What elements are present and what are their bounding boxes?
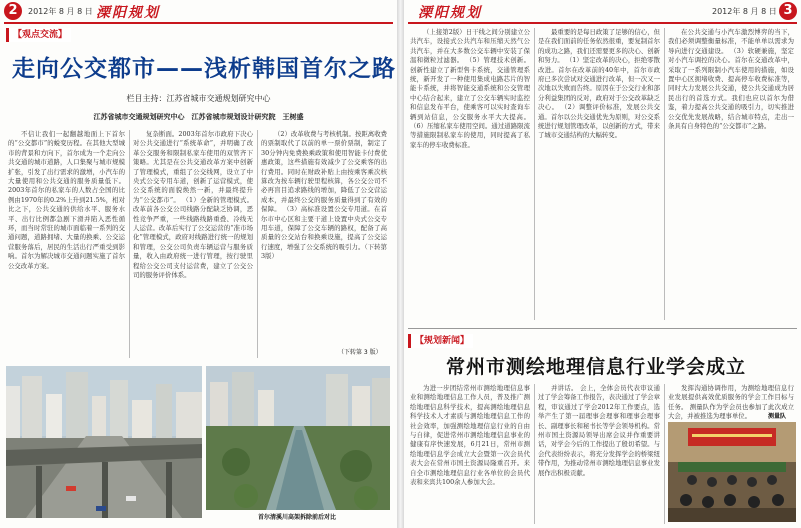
section-tag: 【观点交流】 [6, 28, 71, 42]
column-divider [534, 384, 535, 524]
author-credit: 测量队 [768, 413, 787, 420]
masthead: 溧阳规划 [96, 5, 160, 21]
continued-note: （下转第 3 版） [338, 349, 382, 356]
headline: 走向公交都市——浅析韩国首尔之路 [12, 56, 396, 82]
section-separator [408, 328, 797, 329]
column-divider [534, 28, 535, 320]
header-rule [408, 22, 797, 24]
column-divider [664, 384, 665, 524]
article-column-3: （2）改革收费与考核机制。按距离收费的票制取代了以前的单一票价票制，制定了30分钟内免费换乘政策和使用智能卡付费优惠政策，这些措施有效减少了公交乘客的出行费用。同时在财政补贴上由按乘客乘次核算改为按车辆行驶里程核算，各公交公司不必再盲目追求路线的增加，降低了公交营运成本，并最终公交的服务质量得到了有效的保障。 （3）高标准设置公交专用道。在首尔市中心区和主要干道上设置中央式公交专用车道，保障了公交车辆的路权，配备了高质量的公交站台和换乘设施，提高了公交运行速度，增强了公交系统的吸引力。（下转第3版） [261, 130, 387, 261]
news-column-1: 为进一步团结常州市测绘地理信息事业和测绘地理信息工作人员，普及推广测绘地理信息科学技术，提高测绘地理信息科学技术人才素质与测绘地理信息工作的社会效率，加强测绘地理信息行业的自由与自律，促进常州市测绘地理信息事业的健康有序快速发展，6月21日，常州市测绘地理信息学会成立大会暨第一次会员代表大会在常州市国土资源局隆重召开。来自全市测绘地理信息行业各单位的会员代表和来宾共100余人参加大会。 [410, 384, 530, 487]
news-column-3: 发挥沟通协调作用，为测绘地理信息行业发展提供高效优质服务的学会工作目标与任务。 测量队作为学会员也参加了此次成立大会，并被推选为理事单位。 [668, 384, 794, 421]
section-tag: 【规划新闻】 [408, 334, 473, 348]
left-header [4, 2, 393, 24]
meeting-photo-illustration [668, 422, 796, 522]
highway-photo-illustration [6, 366, 202, 518]
host-line: 栏目主持：江苏省城市交通规划研究中心 [126, 94, 271, 103]
meeting-photo [668, 422, 796, 522]
right-page [404, 0, 801, 528]
stream-photo-illustration [206, 366, 390, 510]
article-column-1: 不信让我们一起翻越地面上下首尔的“公交都市”的蜕变历程。在其他大型城市的背景和方向下，首尔成为一个走向公共交通的城市道路，人口集聚与城市规模扩张，引发了出行需求的激增，小汽车的大量使用和公共交通的服务质量低下。2003年首尔的私家车的人数占全国的比例由1970年的0.2%上升到21.5%，相对比之下，公共交通的供给水平、服务水平、出行比例都急剧下滑并陷入恶性循环，而当时常驻的城市面临着一系列的交通问题，道路拥堵、大量的换乘、公交运营服务落后，居民的生活出行严重受到影响。首尔为解决城市交通问题实施了首尔公交改革方案。 [8, 130, 125, 270]
author-line: 江苏省城市交通规划研究中心 江苏省城市规划设计研究院 王树盛 [93, 113, 304, 121]
issue-date: 2012年 8 月 8 日 [28, 7, 93, 16]
page-number-badge: 2 [4, 2, 22, 20]
photo-caption: 首尔清溪川高架拆除前后对比 [258, 514, 337, 521]
article-continued-column-3: 在公共交通与小汽车激烈博弈的当下，我们必须调整衡量标准，不能单单以需求为导向进行交通建设。 （3）软硬兼施，坚定对小汽车调控的决心。首尔在交通改革中，采取了一系列限制小汽车使用的措施，如设置中心区拥堵收费、提高停车收费标准等，同时大力发展公共交通，使公共交通成为居民出行的首选方式。我们也应以首尔为借鉴，着力提高公共交通的吸引力，切实推进公交优先发展战略，结合城市特点，走出一条具有自身特色的“公交都市”之路。 [668, 28, 794, 131]
header-rule [4, 22, 393, 24]
masthead: 溧阳规划 [418, 5, 482, 21]
photo-before [6, 366, 202, 518]
left-page [0, 0, 397, 528]
article-continued-column-2: 最重要的是每日政策了足够的信心，但是在我们面前的任务依然很重，要复制首尔的成功之路，我们还需要更多的决心、创新和努力。 （1）坚定改革的决心，拒绝零散改进。首尔在改革前的40年中，首尔市政府已多次尝试对交通进行改革，但一次又一次地以失败而告终。原因在于公交行业和部分利益集团的反对，政府对于公交改革缺乏决心。 （2）调整评价标准，发展公共交通。首尔以公共交通优先为原则，对公交系统进行规划管理改革，以创新的方式，带来了城市交通结构的大幅转变。 [538, 28, 660, 140]
page-number-badge: 3 [779, 2, 797, 20]
news-headline: 常州市测绘地理信息行业学会成立 [446, 356, 747, 378]
issue-date: 2012年 8 月 8 日 [712, 7, 777, 16]
news-column-2: 并讲话。 会上，全体会员代表审议通过了学会筹备工作报告，表决通过了学会章程，审议通过了学会2012年工作要点，选举产生了第一届理事会理事和理事会理事长、副理事长和秘书长等学会领导机构。常州市国土资源局领导出席会议并作重要讲话，对学会今后的工作提出了殷切希望。与会代表纷纷表示，将充分发挥学会的桥梁纽带作用，为推动常州市测绘地理信息事业发展作出积极贡献。 [538, 384, 660, 477]
article-column-2: 复杂断面。2003年首尔市政府下决心对公共交通进行“系统革命”，并明确了改革公交服务和限制私家车使用的双管齐下策略。尤其是在公共交通改革方案中创新了管理模式，重组了公交线网，设立了中央式公交专用车道，创新了运营模式，使公交系统的面貌焕然一新，并最终提升为“公交都市”。 （1）全新的管理模式。改革前各公交公司线路分配缺乏协调，恶性竞争严重，一些线路线路重叠、冷线无人运营。改革后实行了公交运营的“准市场化”管理模式，政府对线路进行统一的规划和管理，公交公司负责车辆运营与服务质量，收入由政府统一进行管理，按行驶里程给公交公司支付运营费，建立了公交公司的服务评价体系。 [133, 130, 253, 280]
article-continued-column-1: （上接第2版）日干线之间分别建立公共汽车，设接式公共汽车和压缩天然气公共汽车，并在大多数公交车辆中安装了保温和微粒过滤器。 （5）管理技术创新。创新性建立了新型售卡系统，交通管理系统，新开发了一种使用集成电路芯片的智能卡系统，并将智能交通系统和公交管理中心结合起来，建立了公交车辆实时监控和信息发布平台，使乘客可以实时查询车辆到站信息，公交服务水平大大提高。 （6）压缩私家车使用空间。通过道路限流等措施限制私家车的使用，同时提高了私家车的停车收费标准。 [410, 28, 530, 149]
column-divider [664, 28, 665, 320]
right-header [408, 2, 797, 24]
photo-after [206, 366, 390, 510]
column-divider [257, 130, 258, 358]
column-divider [129, 130, 130, 358]
page-gutter [397, 0, 404, 528]
